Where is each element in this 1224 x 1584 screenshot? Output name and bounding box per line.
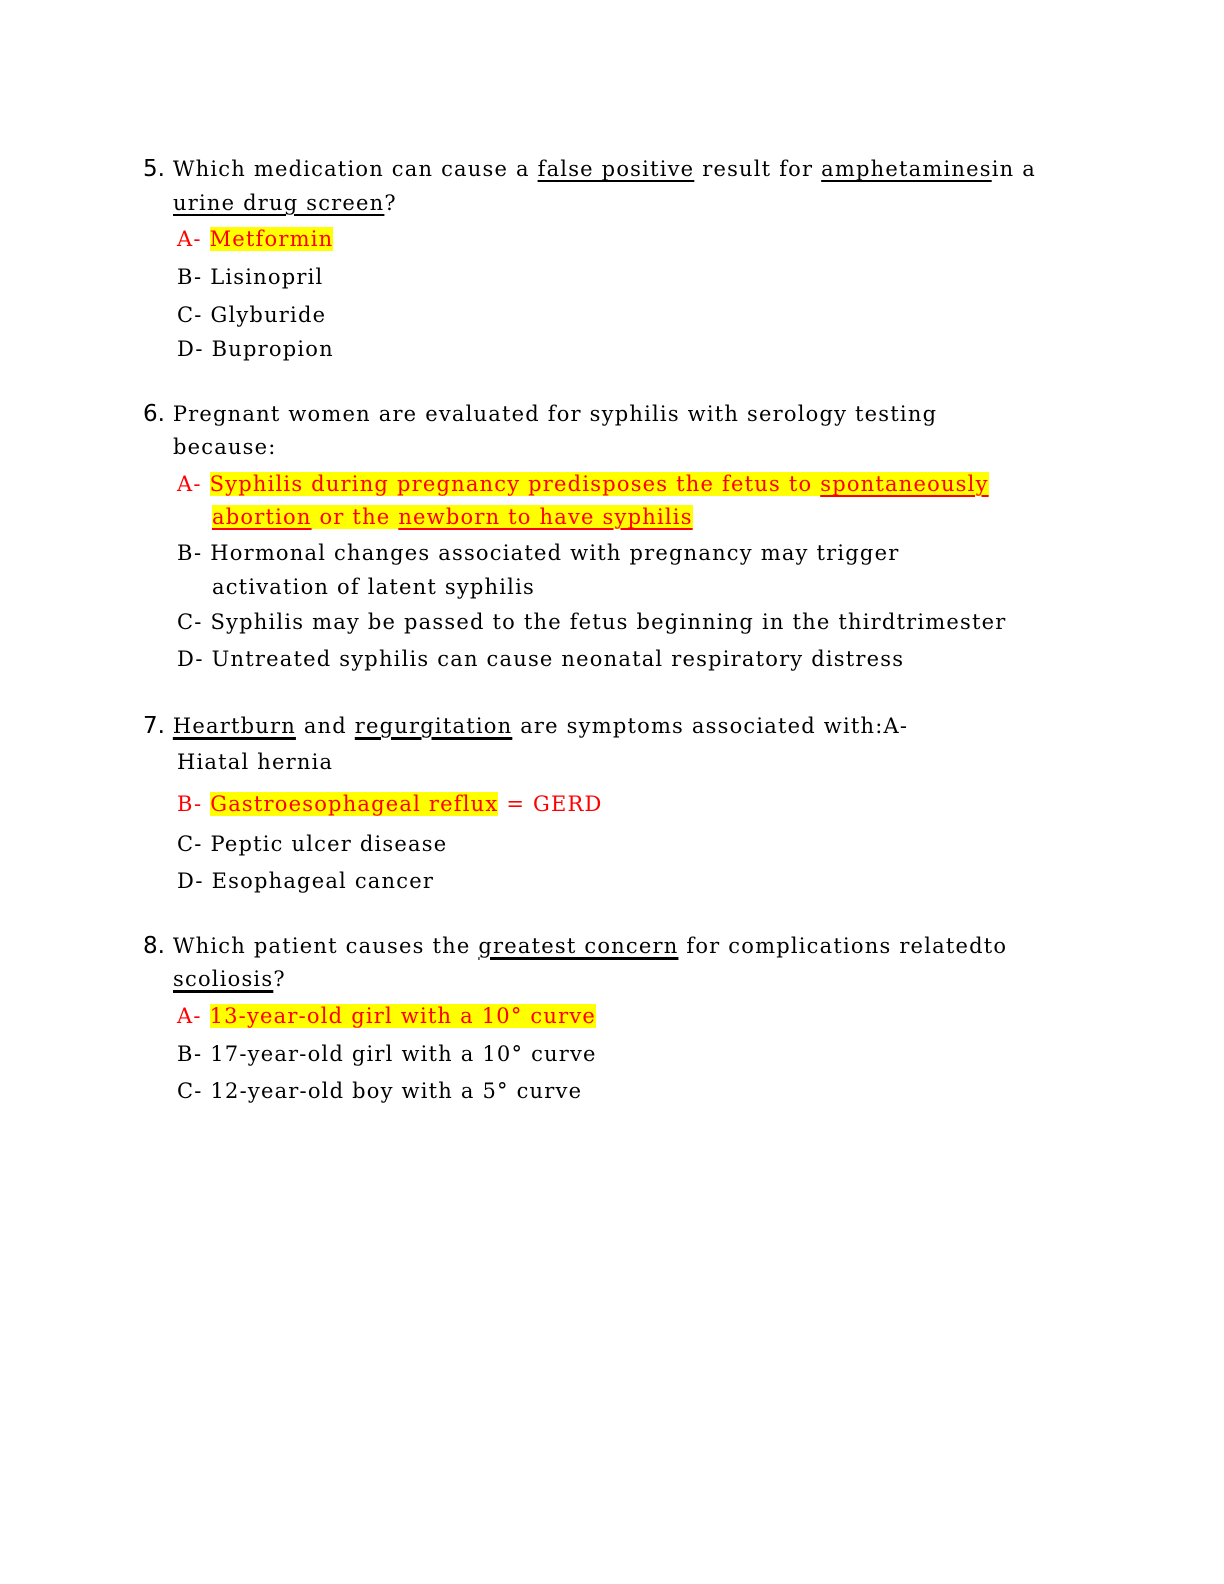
option-letter: C- xyxy=(177,1079,203,1103)
question-text: Pregnant women are evaluated for syphilis with serology testing xyxy=(172,402,938,426)
question-5-text-cont xyxy=(173,193,397,214)
option-letter: C- xyxy=(177,303,203,327)
question-number: 6. xyxy=(143,401,165,427)
answer-option xyxy=(177,752,333,773)
answer-option xyxy=(177,612,1007,633)
question-6-text xyxy=(143,403,937,426)
option-letter: A- xyxy=(177,1004,202,1028)
underlined-phrase: Heartburn xyxy=(172,714,296,738)
question-text: are symptoms associated with:A- xyxy=(520,714,909,738)
option-letter: B- xyxy=(177,1042,203,1066)
answer-option xyxy=(177,305,326,326)
question-text: ? xyxy=(384,191,397,215)
answer-option-correct xyxy=(177,794,603,815)
question-text: and xyxy=(303,714,347,738)
underlined-phrase: abortion xyxy=(212,505,312,529)
question-text: result for xyxy=(702,157,814,181)
question-text: Which patient causes the xyxy=(172,934,471,958)
question-8-text xyxy=(143,935,1007,958)
question-text: Which medication can cause a xyxy=(172,157,530,181)
option-text: Hormonal changes associated with pregnancy may trigger xyxy=(210,541,900,565)
answer-option-correct xyxy=(177,1006,596,1027)
answer-option xyxy=(177,834,447,855)
answer-option xyxy=(177,649,904,670)
option-text: Syphilis may be passed to the fetus beginning in the thirdtrimester xyxy=(210,610,1007,634)
option-text: 12-year-old boy with a 5° curve xyxy=(210,1079,583,1103)
option-text: Bupropion xyxy=(211,337,334,361)
answer-text: Syphilis during pregnancy predisposes the fetus to xyxy=(209,472,813,496)
question-text: because: xyxy=(173,435,277,459)
answer-note: = GERD xyxy=(506,792,603,816)
option-text: Glyburide xyxy=(210,303,327,327)
highlighted-answer: 13-year-old girl with a 10° curve xyxy=(209,1004,597,1028)
option-text: Hiatal hernia xyxy=(177,750,334,774)
highlighted-answer xyxy=(210,472,989,496)
question-8-text-cont xyxy=(173,969,286,990)
answer-option-cont xyxy=(212,577,535,598)
question-number: 8. xyxy=(143,933,165,959)
answer-option xyxy=(177,1081,582,1102)
option-letter: D- xyxy=(177,337,204,361)
answer-option-correct xyxy=(177,474,989,495)
option-letter: C- xyxy=(177,832,203,856)
option-text: Esophageal cancer xyxy=(211,869,435,893)
underlined-phrase: urine drug screen xyxy=(173,191,385,215)
answer-option xyxy=(177,267,323,288)
question-6-text-cont xyxy=(173,437,277,458)
question-number: 5. xyxy=(143,156,165,182)
answer-option-correct xyxy=(177,229,333,250)
answer-option xyxy=(177,339,334,360)
option-letter: C- xyxy=(177,610,203,634)
answer-option xyxy=(177,543,899,564)
option-text: Peptic ulcer disease xyxy=(210,832,448,856)
question-7-text xyxy=(143,715,908,738)
question-text: ? xyxy=(273,967,286,991)
underlined-phrase: regurgitation xyxy=(354,714,513,738)
option-letter: D- xyxy=(177,647,204,671)
option-letter: D- xyxy=(177,869,204,893)
highlighted-answer xyxy=(212,505,693,529)
underlined-phrase: spontaneously xyxy=(820,472,989,496)
option-text: Untreated syphilis can cause neonatal respiratory distress xyxy=(211,647,905,671)
option-letter: A- xyxy=(177,472,202,496)
option-text: activation of latent syphilis xyxy=(212,575,535,599)
underlined-phrase: greatest concern xyxy=(478,934,679,958)
question-text: for complications relatedto xyxy=(686,934,1008,958)
answer-option-correct-cont xyxy=(212,507,693,528)
answer-option xyxy=(177,871,434,892)
option-text: 17-year-old girl with a 10° curve xyxy=(210,1042,597,1066)
question-5-text xyxy=(143,158,1036,181)
option-text: Lisinopril xyxy=(210,265,324,289)
answer-text: or the xyxy=(319,505,391,529)
option-letter: B- xyxy=(177,792,203,816)
option-letter: B- xyxy=(177,265,203,289)
underlined-phrase: amphetamines xyxy=(821,157,992,181)
option-letter: B- xyxy=(177,541,203,565)
underlined-phrase: false positive xyxy=(537,157,695,181)
question-number: 7. xyxy=(143,713,165,739)
underlined-phrase: newborn to have syphilis xyxy=(398,505,693,529)
option-letter: A- xyxy=(177,227,202,251)
answer-option xyxy=(177,1044,597,1065)
question-text: in a xyxy=(991,157,1036,181)
underlined-phrase: scoliosis xyxy=(173,967,274,991)
highlighted-answer: Gastroesophageal reflux xyxy=(210,792,499,816)
highlighted-answer: Metformin xyxy=(209,227,334,251)
